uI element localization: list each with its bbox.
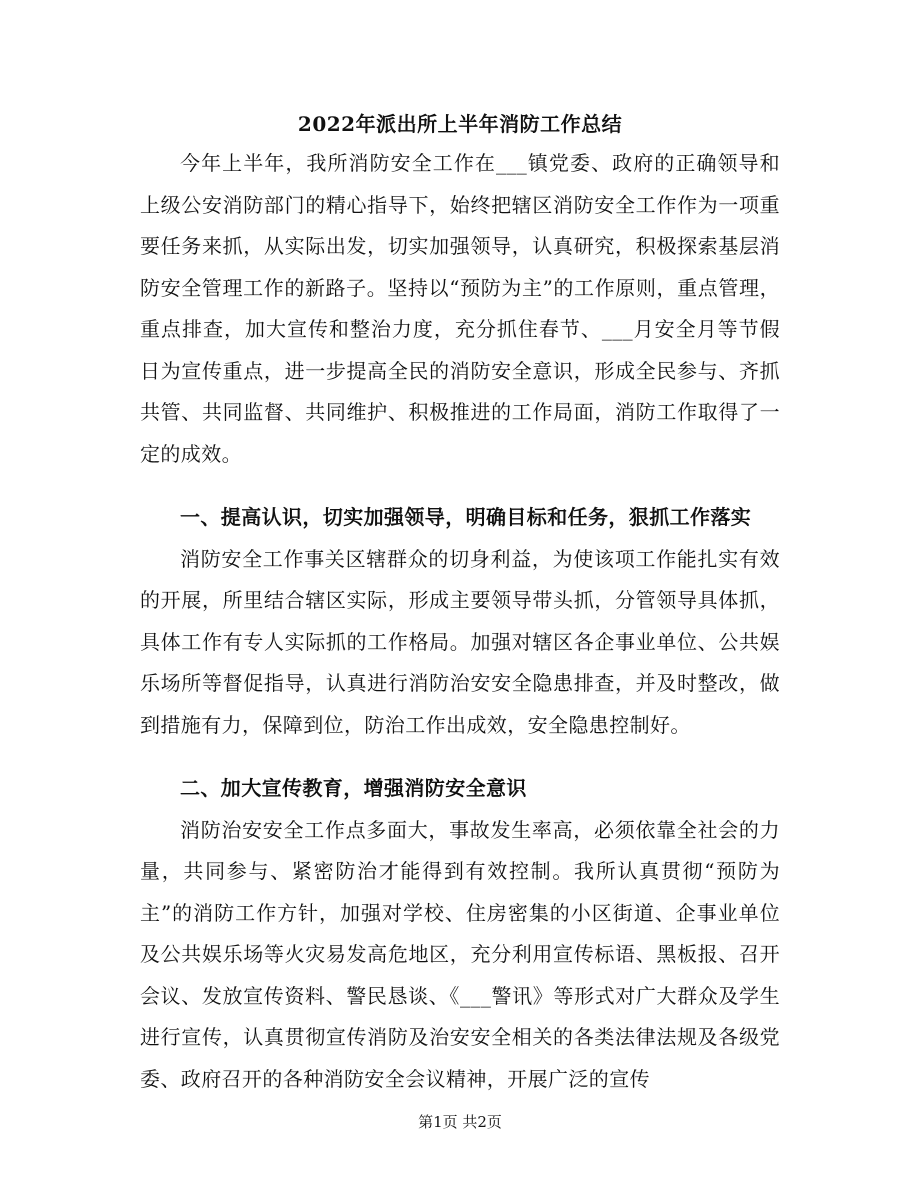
spacer	[140, 746, 780, 768]
section-1-paragraph: 消防安全工作事关区辖群众的切身利益，为使该项工作能扎实有效的开展，所里结合辖区实际，形成主要领导带头抓，分管领导具体抓，具体工作有专人实际抓的工作格局。加强对辖区各企事业单位、公共娱乐场所等督促指导，认真进行消防治安安全隐患排查，并及时整改，做到措施有力，保障到位，防治工作出成效，安全隐患控制好。	[140, 546, 780, 737]
page-footer: 第1页 共2页	[418, 1113, 502, 1131]
section-2-heading: 二、加大宣传教育，增强消防安全意识	[180, 776, 527, 800]
spacer	[140, 475, 780, 497]
document-title: 2022年派出所上半年消防工作总结	[297, 112, 623, 136]
section-2-paragraph: 消防治安安全工作点多面大，事故发生率高，必须依靠全社会的力量，共同参与、紧密防治才能得到有效控制。我所认真贯彻“预防为主”的消防工作方针，加强对学校、住房密集的小区街道、企事业单位及公共娱乐场等火灾易发高危地区，充分利用宣传标语、黑板报、召开会议、发放宣传资料、警民恳谈、《___警讯》等形式对广大群众及学生进行宣传，认真贯彻宣传消防及治安安全相关的各类法律法规及各级党委、政府召开的各种消防安全会议精神，开展广泛的宣传	[140, 817, 780, 1091]
section-1-heading: 一、提高认识，切实加强领导，明确目标和任务，狠抓工作落实	[180, 505, 752, 529]
intro-paragraph: 今年上半年，我所消防安全工作在___镇党委、政府的正确领导和上级公安消防部门的精心指导下，始终把辖区消防安全工作作为一项重要任务来抓，从实际出发，切实加强领导，认真研究，积极探索基层消防安全管理工作的新路子。坚持以“预防为主”的工作原则，重点管理，重点排查，加大宣传和整治力度，充分抓住春节、___月安全月等节假日为宣传重点，进一步提高全民的消防安全意识，形成全民参与、齐抓共管、共同监督、共同维护、积极推进的工作局面，消防工作取得了一定的成效。	[140, 151, 780, 466]
document-body	[140, 143, 780, 1100]
